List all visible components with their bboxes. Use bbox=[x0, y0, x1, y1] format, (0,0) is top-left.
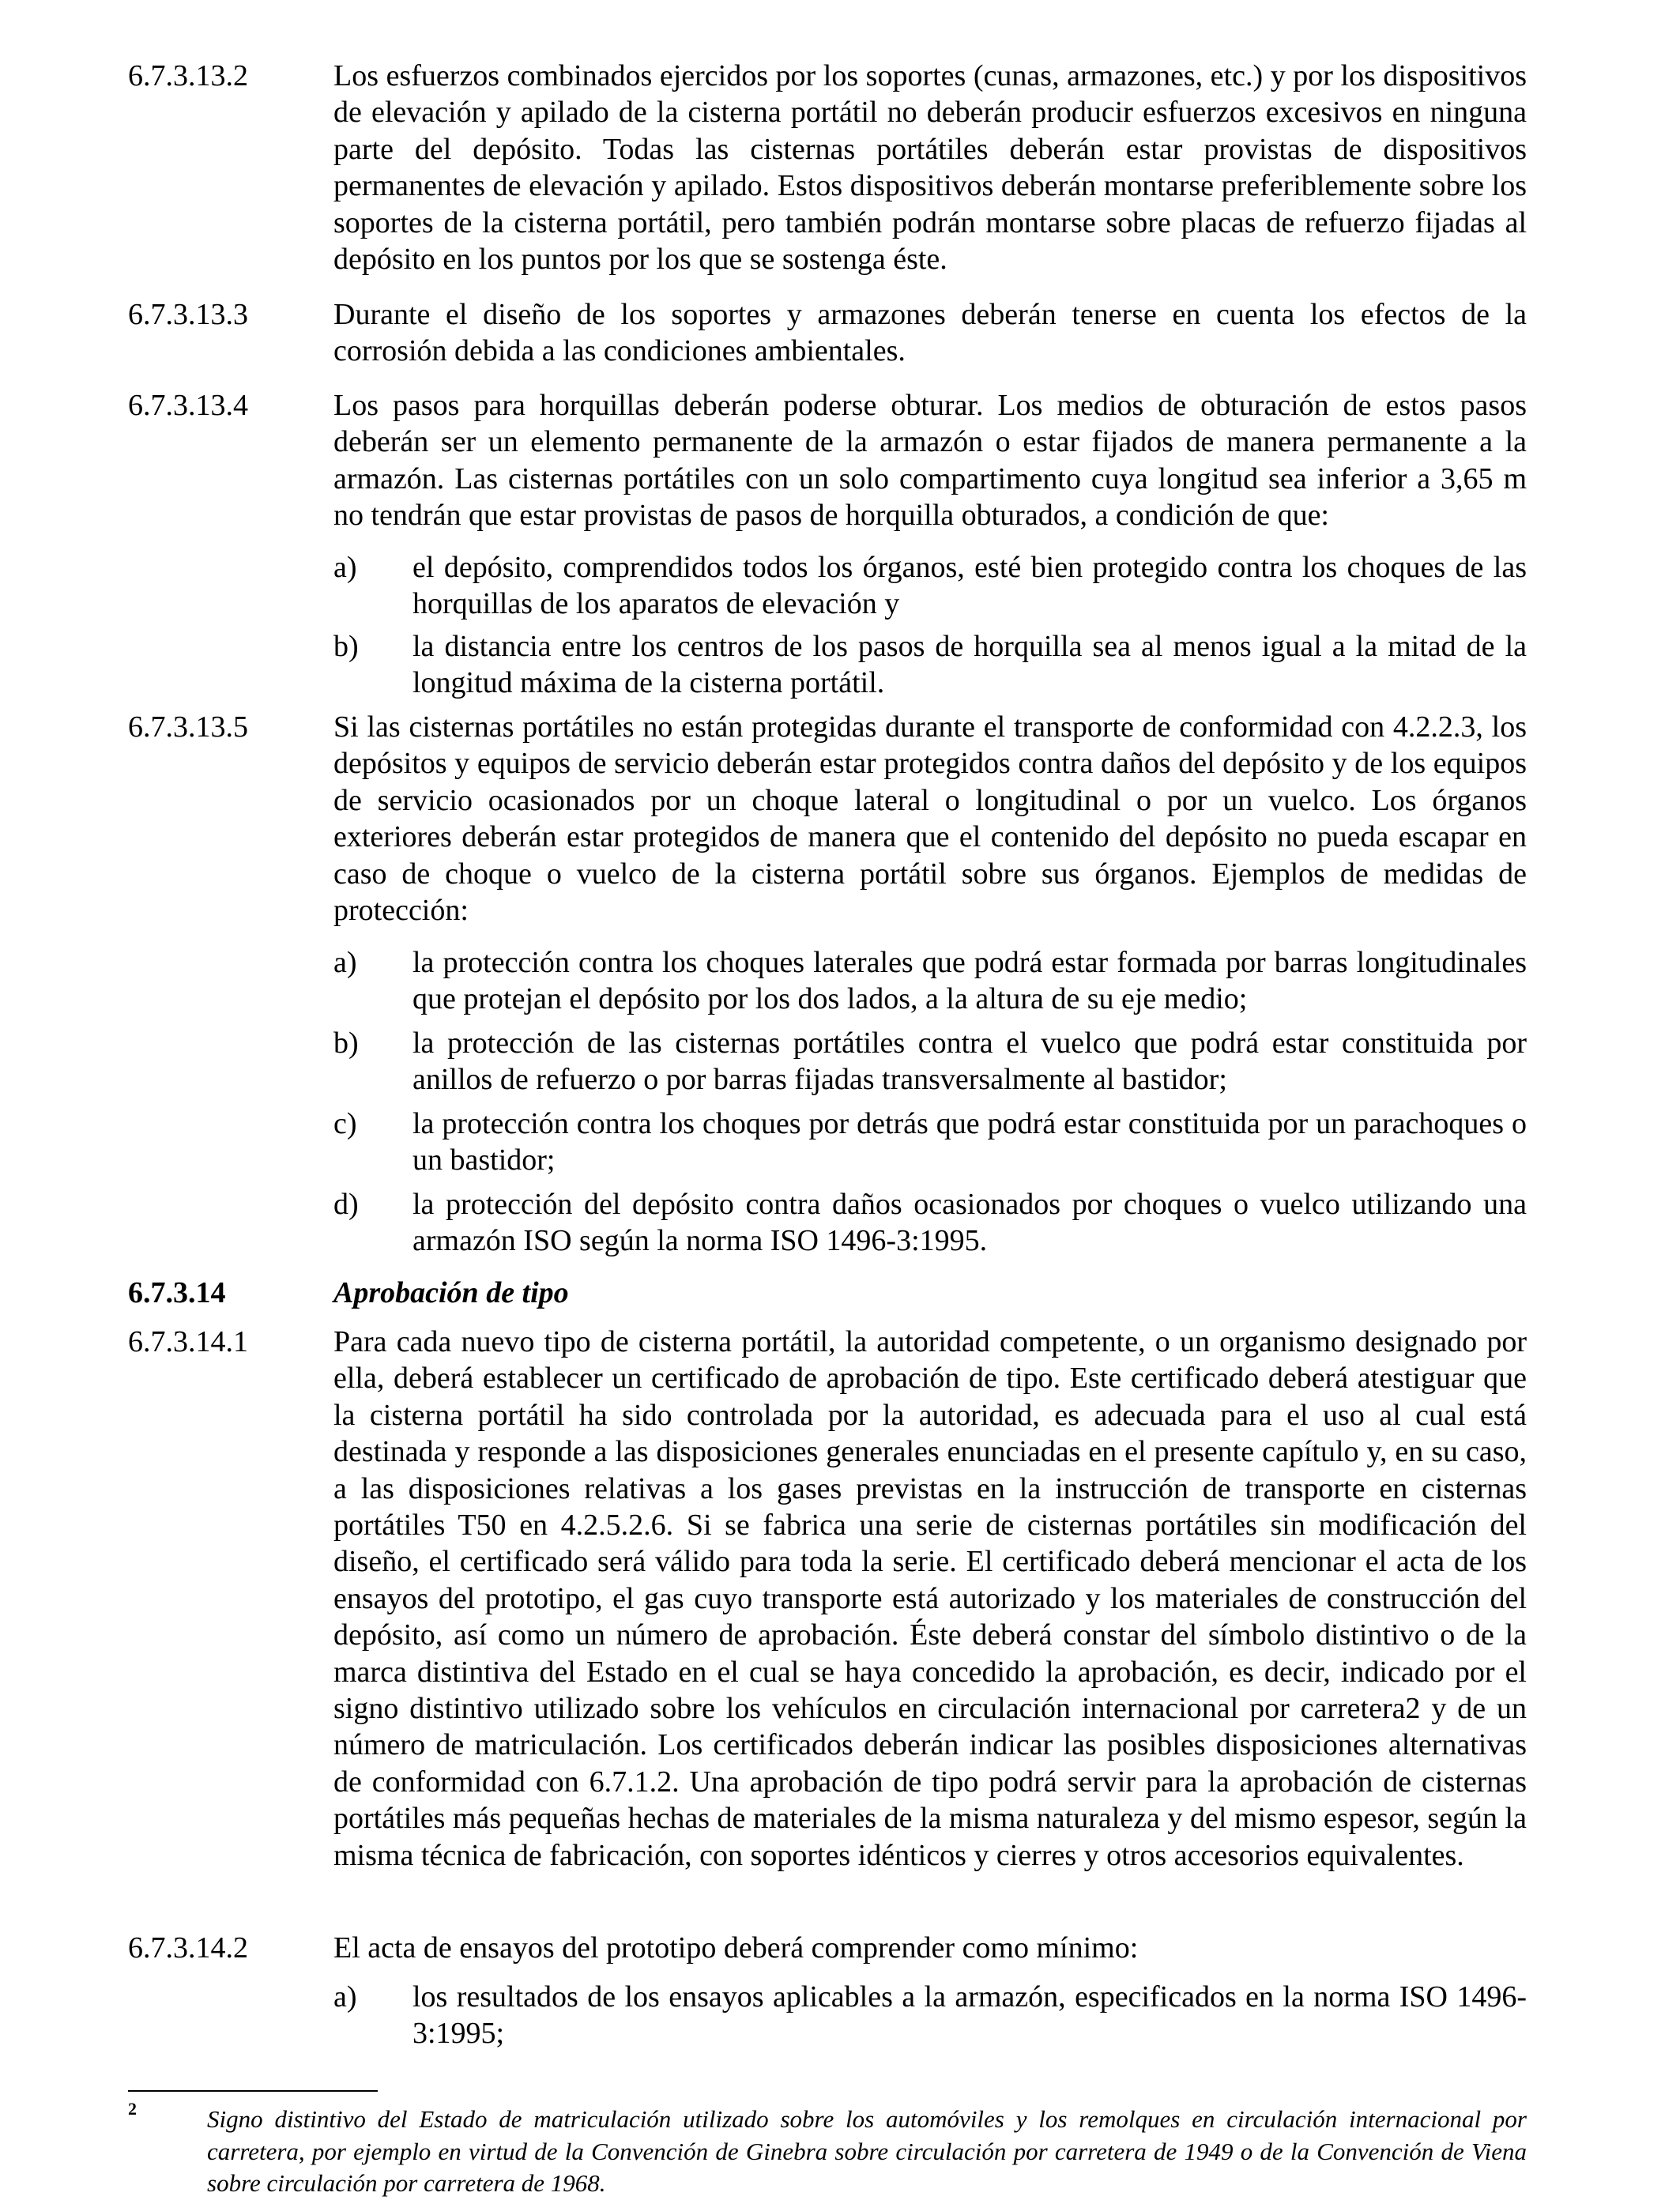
list-item-text: la protección de las cisternas portátiles contra el vuelco que podrá estar constituida por anillos de refuerzo o por barras fijadas transversalmente al bastidor; bbox=[412, 1027, 1527, 1097]
section-text: Los esfuerzos combinados ejercidos por los soportes (cunas, armazones, etc.) y por los dispositivos de elevación y apilado de la cisterna portátil no deberán producir esfuerzos excesivos en ninguna parte del depósito. Todas las cisternas portátiles deberán estar provistas de dispositivos permanentes de elevación y apilado. Estos dispositivos deberán montarse preferiblemente sobre los soportes de la cisterna portátil, pero también podrán montarse sobre placas de refuerzo fijadas al depósito en los puntos por los que se sostenga éste. bbox=[333, 59, 1527, 277]
section-text: Durante el diseño de los soportes y armazones deberán tenerse en cuenta los efectos de la corrosión debida a las condiciones ambientales. bbox=[333, 298, 1527, 368]
section-heading: Aprobación de tipo bbox=[333, 1276, 569, 1309]
list-item-text: la protección contra los choques laterales que podrá estar formada por barras longitudinales que protejan el depósito por los dos lados, a la altura de su eje medio; bbox=[412, 946, 1527, 1016]
section-text: Los pasos para horquillas deberán poderse obturar. Los medios de obturación de estos pasos deberán ser un elemento permanente de la armazón o estar fijados de manera permanente a la armazón. Las cisternas portátiles con un solo compartimento cuya longitud sea inferior a 3,65 m no tendrán que estar provistas de pasos de horquilla obturados, a condición de que: bbox=[333, 389, 1527, 533]
section-number: 6.7.3.13.3 bbox=[128, 298, 248, 331]
list-item-label: a) bbox=[333, 1980, 357, 2014]
footnote-separator bbox=[128, 2090, 378, 2092]
section-number: 6.7.3.14 bbox=[128, 1276, 226, 1309]
list-item-label: a) bbox=[333, 946, 357, 979]
list-item-label: d) bbox=[333, 1188, 359, 1221]
section-number: 6.7.3.14.2 bbox=[128, 1931, 248, 1965]
list-item-label: a) bbox=[333, 551, 357, 584]
list-item-label: c) bbox=[333, 1107, 357, 1140]
list-item-text: la protección contra los choques por detrás que podrá estar constituida por un parachoques o un bastidor; bbox=[412, 1107, 1527, 1177]
section-number: 6.7.3.13.4 bbox=[128, 389, 248, 422]
list-item-text: el depósito, comprendidos todos los órganos, esté bien protegido contra los choques de las horquillas de los aparatos de elevación y bbox=[412, 551, 1527, 621]
section-text: Para cada nuevo tipo de cisterna portátil, la autoridad competente, o un organismo designado por ella, deberá establecer un certificado de aprobación de tipo. Este certificado deberá atestiguar que la cisterna portátil ha sido controlada por la autoridad, es adecuada para el uso al cual está destinada y responde a las disposiciones generales enunciadas en el presente capítulo y, en su caso, a las disposiciones relativas a los gases previstas en la instrucción de transporte en cisternas portátiles T50 en 4.2.5.2.6. Si se fabrica una serie de cisternas portátiles sin modificación del diseño, el certificado será válido para toda la serie. El certificado deberá mencionar el acta de los ensayos del prototipo, el gas cuyo transporte está autorizado y los materiales de construcción del depósito, así como un número de aprobación. Éste deberá constar del símbolo distintivo o de la marca distintiva del Estado en el cual se haya concedido la aprobación, es decir, indicado por el signo distintivo utilizado sobre los vehículos en circulación internacional por carretera2 y de un número de matriculación. Los certificados deberán indicar las posibles disposiciones alternativas de conformidad con 6.7.1.2. Una aprobación de tipo podrá servir para la aprobación de cisternas portátiles más pequeñas hechas de materiales de la misma naturaleza y del mismo espesor, según la misma técnica de fabricación, con soportes idénticos y cierres y otros accesorios equivalentes. bbox=[333, 1325, 1527, 1872]
section-number: 6.7.3.13.5 bbox=[128, 710, 248, 744]
list-item-text: la distancia entre los centros de los pasos de horquilla sea al menos igual a la mitad de la longitud máxima de la cisterna portátil. bbox=[412, 630, 1527, 700]
footnote-text: Signo distintivo del Estado de matriculación utilizado sobre los automóviles y los remolques en circulación internacional por carretera, por ejemplo en virtud de la Convención de Ginebra sobre circulación por carretera de 1949 o de la Convención de Viena sobre circulación por carretera de 1968. bbox=[207, 2105, 1527, 2197]
list-item-text: los resultados de los ensayos aplicables a la armazón, especificados en la norma ISO 1496-3:1995; bbox=[412, 1980, 1527, 2051]
list-item-text: la protección del depósito contra daños ocasionados por choques o vuelco utilizando una armazón ISO según la norma ISO 1496-3:1995. bbox=[412, 1188, 1527, 1258]
section-text: El acta de ensayos del prototipo deberá comprender como mínimo: bbox=[333, 1931, 1139, 1965]
footnote-mark: 2 bbox=[128, 2099, 137, 2119]
list-item-label: b) bbox=[333, 1027, 359, 1060]
section-text: Si las cisternas portátiles no están protegidas durante el transporte de conformidad con 4.2.2.3, los depósitos y equipos de servicio deberán estar protegidos contra daños del depósito y de los equipos de servicio ocasionados por un choque lateral o longitudinal o por un vuelco. Los órganos exteriores deberán estar protegidos de manera que el contenido del depósito no pueda escapar en caso de choque o vuelco de la cisterna portátil sobre sus órganos. Ejemplos de medidas de protección: bbox=[333, 710, 1527, 928]
list-item-label: b) bbox=[333, 630, 359, 663]
section-number: 6.7.3.14.1 bbox=[128, 1325, 248, 1358]
section-number: 6.7.3.13.2 bbox=[128, 59, 248, 92]
